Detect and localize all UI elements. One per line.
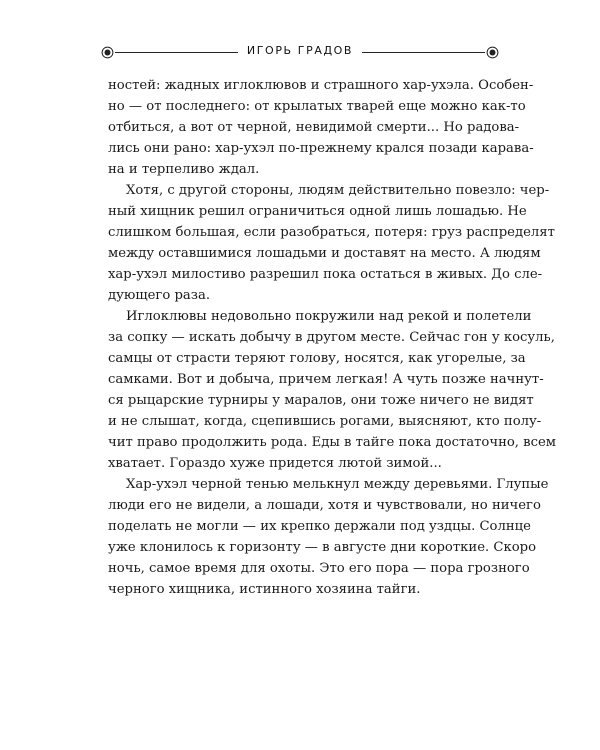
text-line: ностей: жадных иглоклювов и страшного хар-ухэла. Особен- <box>108 78 534 93</box>
text-line: поделать не могли — их крепко держали под уздцы. Солнце <box>108 519 531 534</box>
body-text <box>108 75 557 600</box>
text-line: ся рыцарские турниры у маралов, они тоже ничего не видят <box>108 393 534 408</box>
scroll-ornament-icon <box>486 46 499 59</box>
text-line: хар-ухэл милостиво разрешил пока остаться в живых. До сле- <box>108 267 543 282</box>
text-line: слишком большая, если разобраться, потеря: груз распределят <box>108 225 555 240</box>
running-header <box>101 40 499 64</box>
paragraph <box>108 474 549 600</box>
text-line: Хар-ухэл черной тенью мелькнул между деревьями. Глупые <box>126 477 549 492</box>
header-rule-right <box>362 52 485 53</box>
paragraph <box>108 75 534 180</box>
text-line: ный хищник решил ограничиться одной лишь лошадью. Не <box>108 204 527 219</box>
text-line: уже клонилось к горизонту — в августе дни короткие. Скоро <box>108 540 537 555</box>
text-line: отбиться, а вот от черной, невидимой смерти... Но радова- <box>108 120 520 135</box>
text-line: Хотя, с другой стороны, людям действительно повезло: чер- <box>126 183 550 198</box>
text-line: чит право продолжить рода. Еды в тайге пока достаточно, всем <box>108 435 557 450</box>
text-line: хватает. Гораздо хуже придется лютой зимой... <box>108 456 442 471</box>
text-line: ночь, самое время для охоты. Это его пора — пора грозного <box>108 561 530 576</box>
text-line: между оставшимися лошадьми и доставят на место. А людям <box>108 246 541 261</box>
text-line: лись они рано: хар-ухэл по-прежнему крался позади карава- <box>108 141 534 156</box>
text-line: самками. Вот и добыча, причем легкая! А чуть позже начнут- <box>108 372 544 387</box>
text-line: черного хищника, истинного хозяина тайги. <box>108 582 421 597</box>
running-title: ИГОРЬ ГРАДОВ <box>246 44 354 57</box>
text-line: дующего раза. <box>108 288 211 303</box>
paragraph <box>108 180 555 306</box>
paragraph <box>108 306 557 474</box>
text-line: самцы от страсти теряют голову, носятся, как угорелые, за <box>108 351 526 366</box>
text-line: на и терпеливо ждал. <box>108 162 260 177</box>
text-line: за сопку — искать добычу в другом месте. Сейчас гон у косуль, <box>108 330 555 345</box>
text-line: Иглоклювы недовольно покружили над рекой и полетели <box>126 309 532 324</box>
text-line: люди его не видели, а лошади, хотя и чувствовали, но ничего <box>108 498 541 513</box>
text-line: но — от последнего: от крылатых тварей еще можно как-то <box>108 99 526 114</box>
text-line: и не слышат, когда, сцепившись рогами, выясняют, кто полу- <box>108 414 542 429</box>
